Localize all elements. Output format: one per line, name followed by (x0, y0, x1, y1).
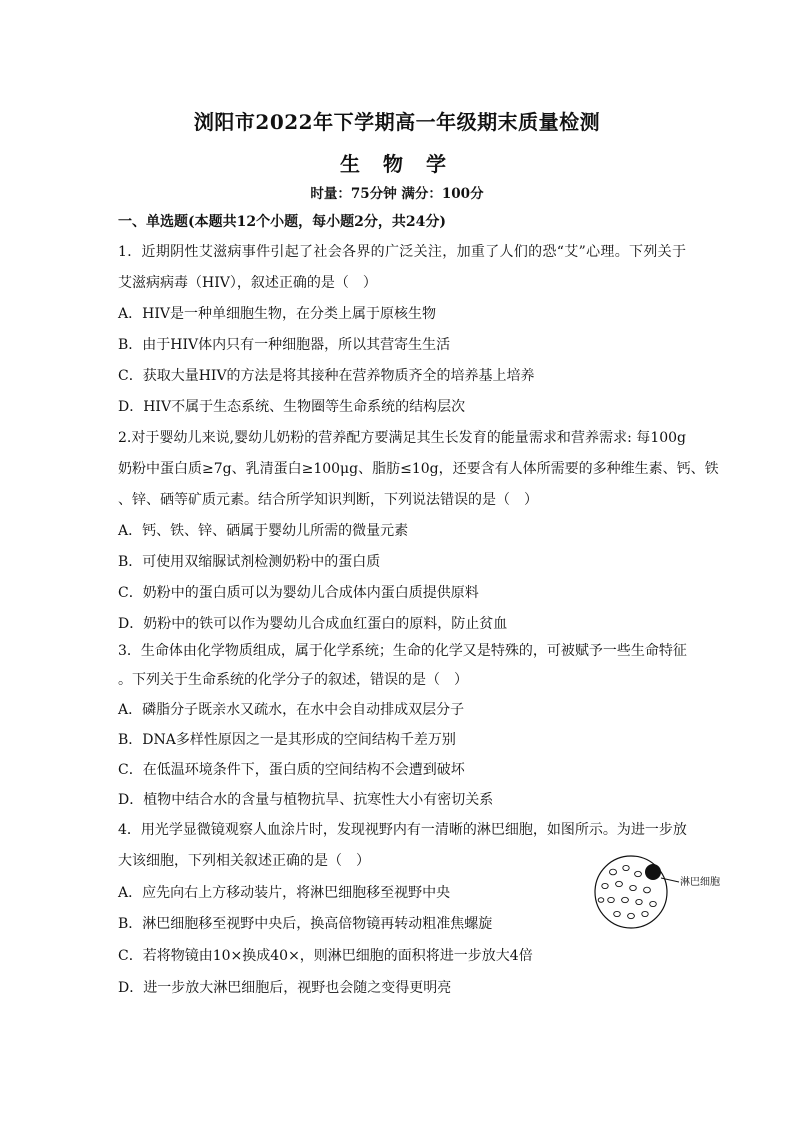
question-1-option-a: A．HIV是一种单细胞生物，在分类上属于原核生物 (118, 306, 436, 322)
question-1-option-b: B．由于HIV体内只有一种细胞器，所以其营寄生生活 (118, 337, 451, 353)
subject-title: 生 物 学 (340, 152, 454, 176)
question-4-option-d: D．进一步放大淋巴细胞后，视野也会随之变得更明亮 (118, 980, 452, 996)
question-3-option-a: A．磷脂分子既亲水又疏水，在水中会自动排成双层分子 (118, 702, 465, 718)
question-2-stem-line-1: 2.对于婴幼儿来说,婴幼儿奶粉的营养配方要满足其生长发育的能量需求和营养需求: 每100g (118, 430, 686, 446)
question-3-stem-line-1: 3．生命体由化学物质组成，属于化学系统；生命的化学又是特殊的，可被赋予一些生命特征 (118, 643, 687, 659)
question-1-option-d: D．HIV不属于生态系统、生物圈等生命系统的结构层次 (118, 399, 466, 415)
question-3-option-d: D．植物中结合水的含量与植物抗旱、抗寒性大小有密切关系 (118, 792, 494, 808)
question-4-stem-line-1: 4．用光学显微镜观察人血涂片时，发现视野内有一清晰的淋巴细胞，如图所示。为进一步放 (118, 822, 687, 838)
question-3-stem-line-2: 。下列关于生命系统的化学分子的叙述，错误的是（ ） (118, 672, 468, 688)
question-1-stem-line-1: 1．近期阴性艾滋病事件引起了社会各界的广泛关注，加重了人们的恐“艾”心理。下列关于 (118, 244, 686, 260)
question-3-option-b: B．DNA多样性原因之一是其形成的空间结构千差万别 (118, 732, 456, 748)
question-1-option-c: C．获取大量HIV的方法是将其接种在营养物质齐全的培养基上培养 (118, 368, 535, 384)
question-4-stem-line-2: 大该细胞，下列相关叙述正确的是（ ） (118, 853, 370, 869)
question-4-option-c: C．若将物镜由10×换成40×，则淋巴细胞的面积将进一步放大4倍 (118, 948, 533, 964)
question-4-option-a: A．应先向右上方移动装片，将淋巴细胞移至视野中央 (118, 885, 451, 901)
question-2-stem-line-3: 、锌、硒等矿质元素。结合所学知识判断，下列说法错误的是（ ） (118, 492, 538, 508)
section-heading: 一、单选题(本题共12个小题，每小题2分，共24分) (118, 214, 446, 230)
question-2-option-c: C．奶粉中的蛋白质可以为婴幼儿合成体内蛋白质提供原料 (118, 585, 479, 601)
question-2-option-a: A．钙、铁、锌、硒属于婴幼儿所需的微量元素 (118, 523, 409, 539)
lymphocyte-label: 淋巴细胞 (680, 877, 720, 888)
exam-title: 浏阳市2022年下学期高一年级期末质量检测 (193, 110, 601, 134)
question-1-stem-line-2: 艾滋病病毒（HIV），叙述正确的是（ ） (118, 275, 377, 291)
question-2-option-b: B．可使用双缩脲试剂检测奶粉中的蛋白质 (118, 554, 381, 570)
question-3-option-c: C．在低温环境条件下，蛋白质的空间结构不会遭到破坏 (118, 762, 465, 778)
question-2-option-d: D．奶粉中的铁可以作为婴幼儿合成血红蛋白的原料，防止贫血 (118, 616, 508, 632)
question-2-stem-line-2: 奶粉中蛋白质≥7g、乳清蛋白≥100μg、脂肪≤10g，还要含有人体所需要的多种维生素、钙、铁 (118, 461, 719, 477)
microscope-field-figure (593, 850, 733, 930)
lymphocyte-cell (645, 864, 661, 880)
exam-meta: 时量：75分钟 满分：100分 (310, 186, 484, 202)
question-4-option-b: B．淋巴细胞移至视野中央后，换高倍物镜再转动粗准焦螺旋 (118, 916, 493, 932)
